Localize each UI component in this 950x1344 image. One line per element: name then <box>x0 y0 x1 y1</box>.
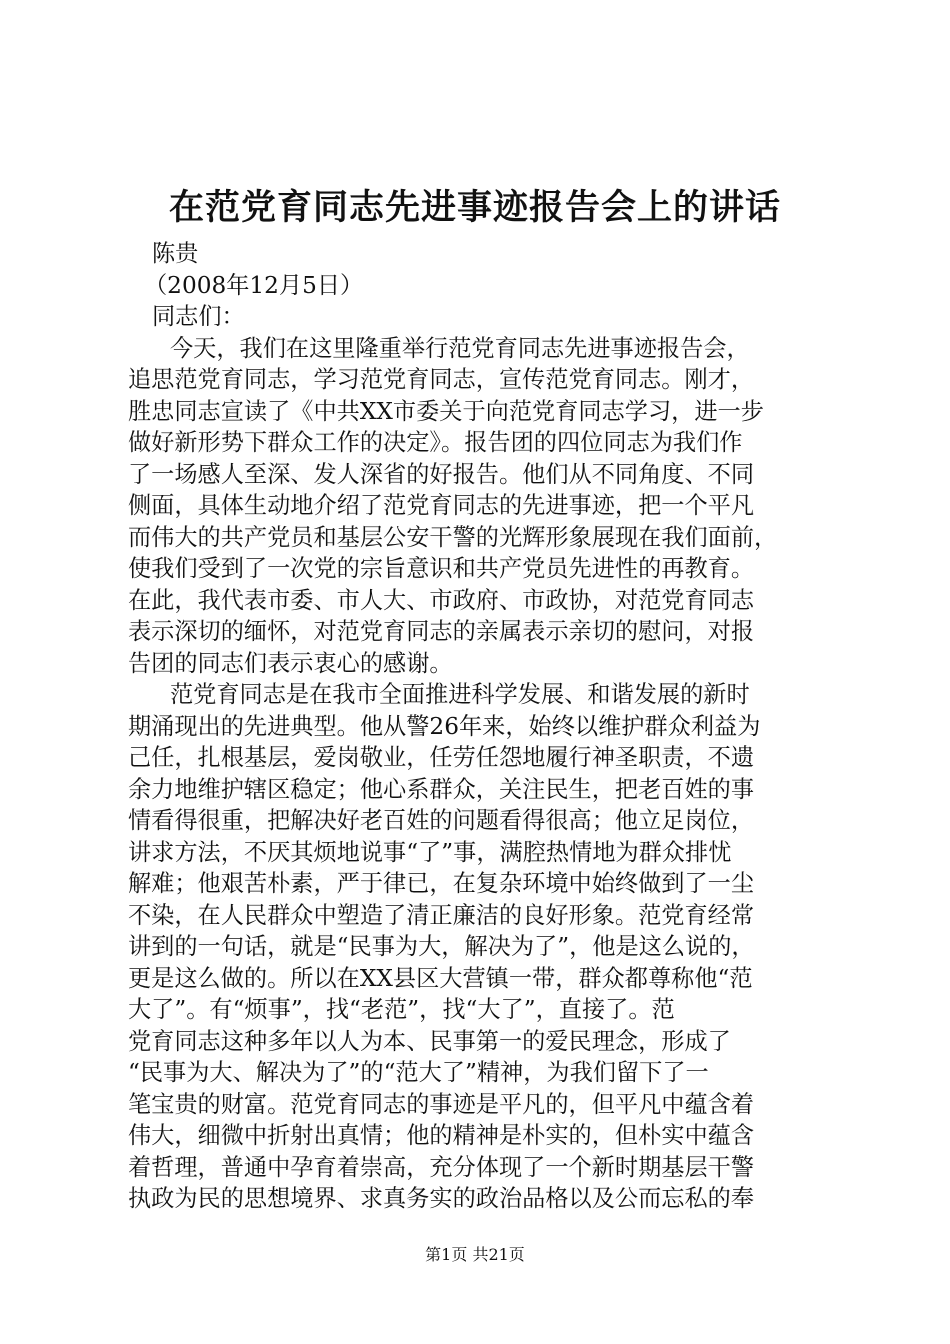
paragraph-2 <box>128 679 838 1215</box>
paragraph-line: 使我们受到了一次党的宗旨意识和共产党员先进性的再教育。 <box>128 555 755 582</box>
paragraph-line: 追思范党育同志，学习范党育同志，宣传范党育同志。刚才， <box>128 366 755 393</box>
document-body <box>128 238 838 1215</box>
paragraph-line: 胜忠同志宣读了《中共XX市委关于向范党育同志学习，进一步 <box>128 397 764 425</box>
paragraph-line: 己任，扎根基层，爱岗敬业，任劳任怨地履行神圣职责，不遗 <box>128 744 755 771</box>
page-footer: 第1页 共21页 <box>425 1245 525 1264</box>
paragraph-line: 更是这么做的。所以在XX县区大营镇一带，群众都尊称他“范 <box>128 964 753 992</box>
paragraph-line: 余力地维护辖区稳定；他心系群众，关注民生，把老百姓的事 <box>128 775 755 803</box>
paragraph-line: 做好新形势下群众工作的决定》。报告团的四位同志为我们作 <box>128 429 743 456</box>
paragraph-line: 着哲理，普通中孕育着崇高，充分体现了一个新时期基层干警 <box>128 1153 755 1181</box>
greeting-line: 同志们： <box>152 303 245 330</box>
paragraph-line: 讲求方法，不厌其烦地说事“了”事，满腔热情地为群众排忧 <box>128 838 732 866</box>
paragraph-line: 了一场感人至深、发人深省的好报告。他们从不同角度、不同 <box>128 460 755 488</box>
paragraph-line: 大了”。有“烦事”，找“老范”，找“大了”，直接了。范 <box>128 996 675 1023</box>
paragraph-line: 解难；他艰苦朴素，严于律已，在复杂环境中始终做到了一尘 <box>128 870 755 897</box>
paragraph-line: 在此，我代表市委、市人大、市政府、市政协，对范党育同志 <box>128 586 755 614</box>
paragraph-line: 伟大，细微中折射出真情；他的精神是朴实的，但朴实中蕴含 <box>128 1122 755 1149</box>
paragraph-line: “民事为大、解决为了”的“范大了”精神，为我们留下了一 <box>128 1059 709 1086</box>
paragraph-line: 不染，在人民群众中塑造了清正廉洁的良好形象。范党育经常 <box>128 901 755 929</box>
paragraph-line: 党育同志这种多年以人为本、民事第一的爱民理念，形成了 <box>128 1027 731 1055</box>
paragraph-line: 笔宝贵的财富。范党育同志的事迹是平凡的，但平凡中蕴含着 <box>128 1090 755 1118</box>
document-title: 在范党育同志先进事迹报告会上的讲话 <box>168 187 781 228</box>
author-line: 陈贵 <box>152 240 199 267</box>
paragraph-line: 讲到的一句话，就是“民事为大，解决为了”，他是这么说的， <box>128 933 755 960</box>
paragraph-line: 而伟大的共产党员和基层公安干警的光辉形象展现在我们面前， <box>128 523 778 551</box>
paragraph-1 <box>128 333 838 680</box>
paragraph-line: 表示深切的缅怀，对范党育同志的亲属表示亲切的慰问，对报 <box>128 618 755 645</box>
paragraph-line: 告团的同志们表示衷心的感谢。 <box>128 649 453 677</box>
paragraph-line: 侧面，具体生动地介绍了范党育同志的先进事迹，把一个平凡 <box>128 492 755 519</box>
paragraph-line: 今天，我们在这里隆重举行范党育同志先进事迹报告会， <box>170 334 750 362</box>
date-line: （2008年12月5日） <box>144 271 364 299</box>
paragraph-line: 执政为民的思想境界、求真务实的政治品格以及公而忘私的奉 <box>128 1185 755 1212</box>
paragraph-line: 情看得很重，把解决好老百姓的问题看得很高；他立足岗位， <box>128 807 755 834</box>
paragraph-line: 范党育同志是在我市全面推进科学发展、和谐发展的新时 <box>170 681 750 708</box>
paragraph-line: 期涌现出的先进典型。他从警26年来，始终以维护群众利益为 <box>128 712 761 740</box>
